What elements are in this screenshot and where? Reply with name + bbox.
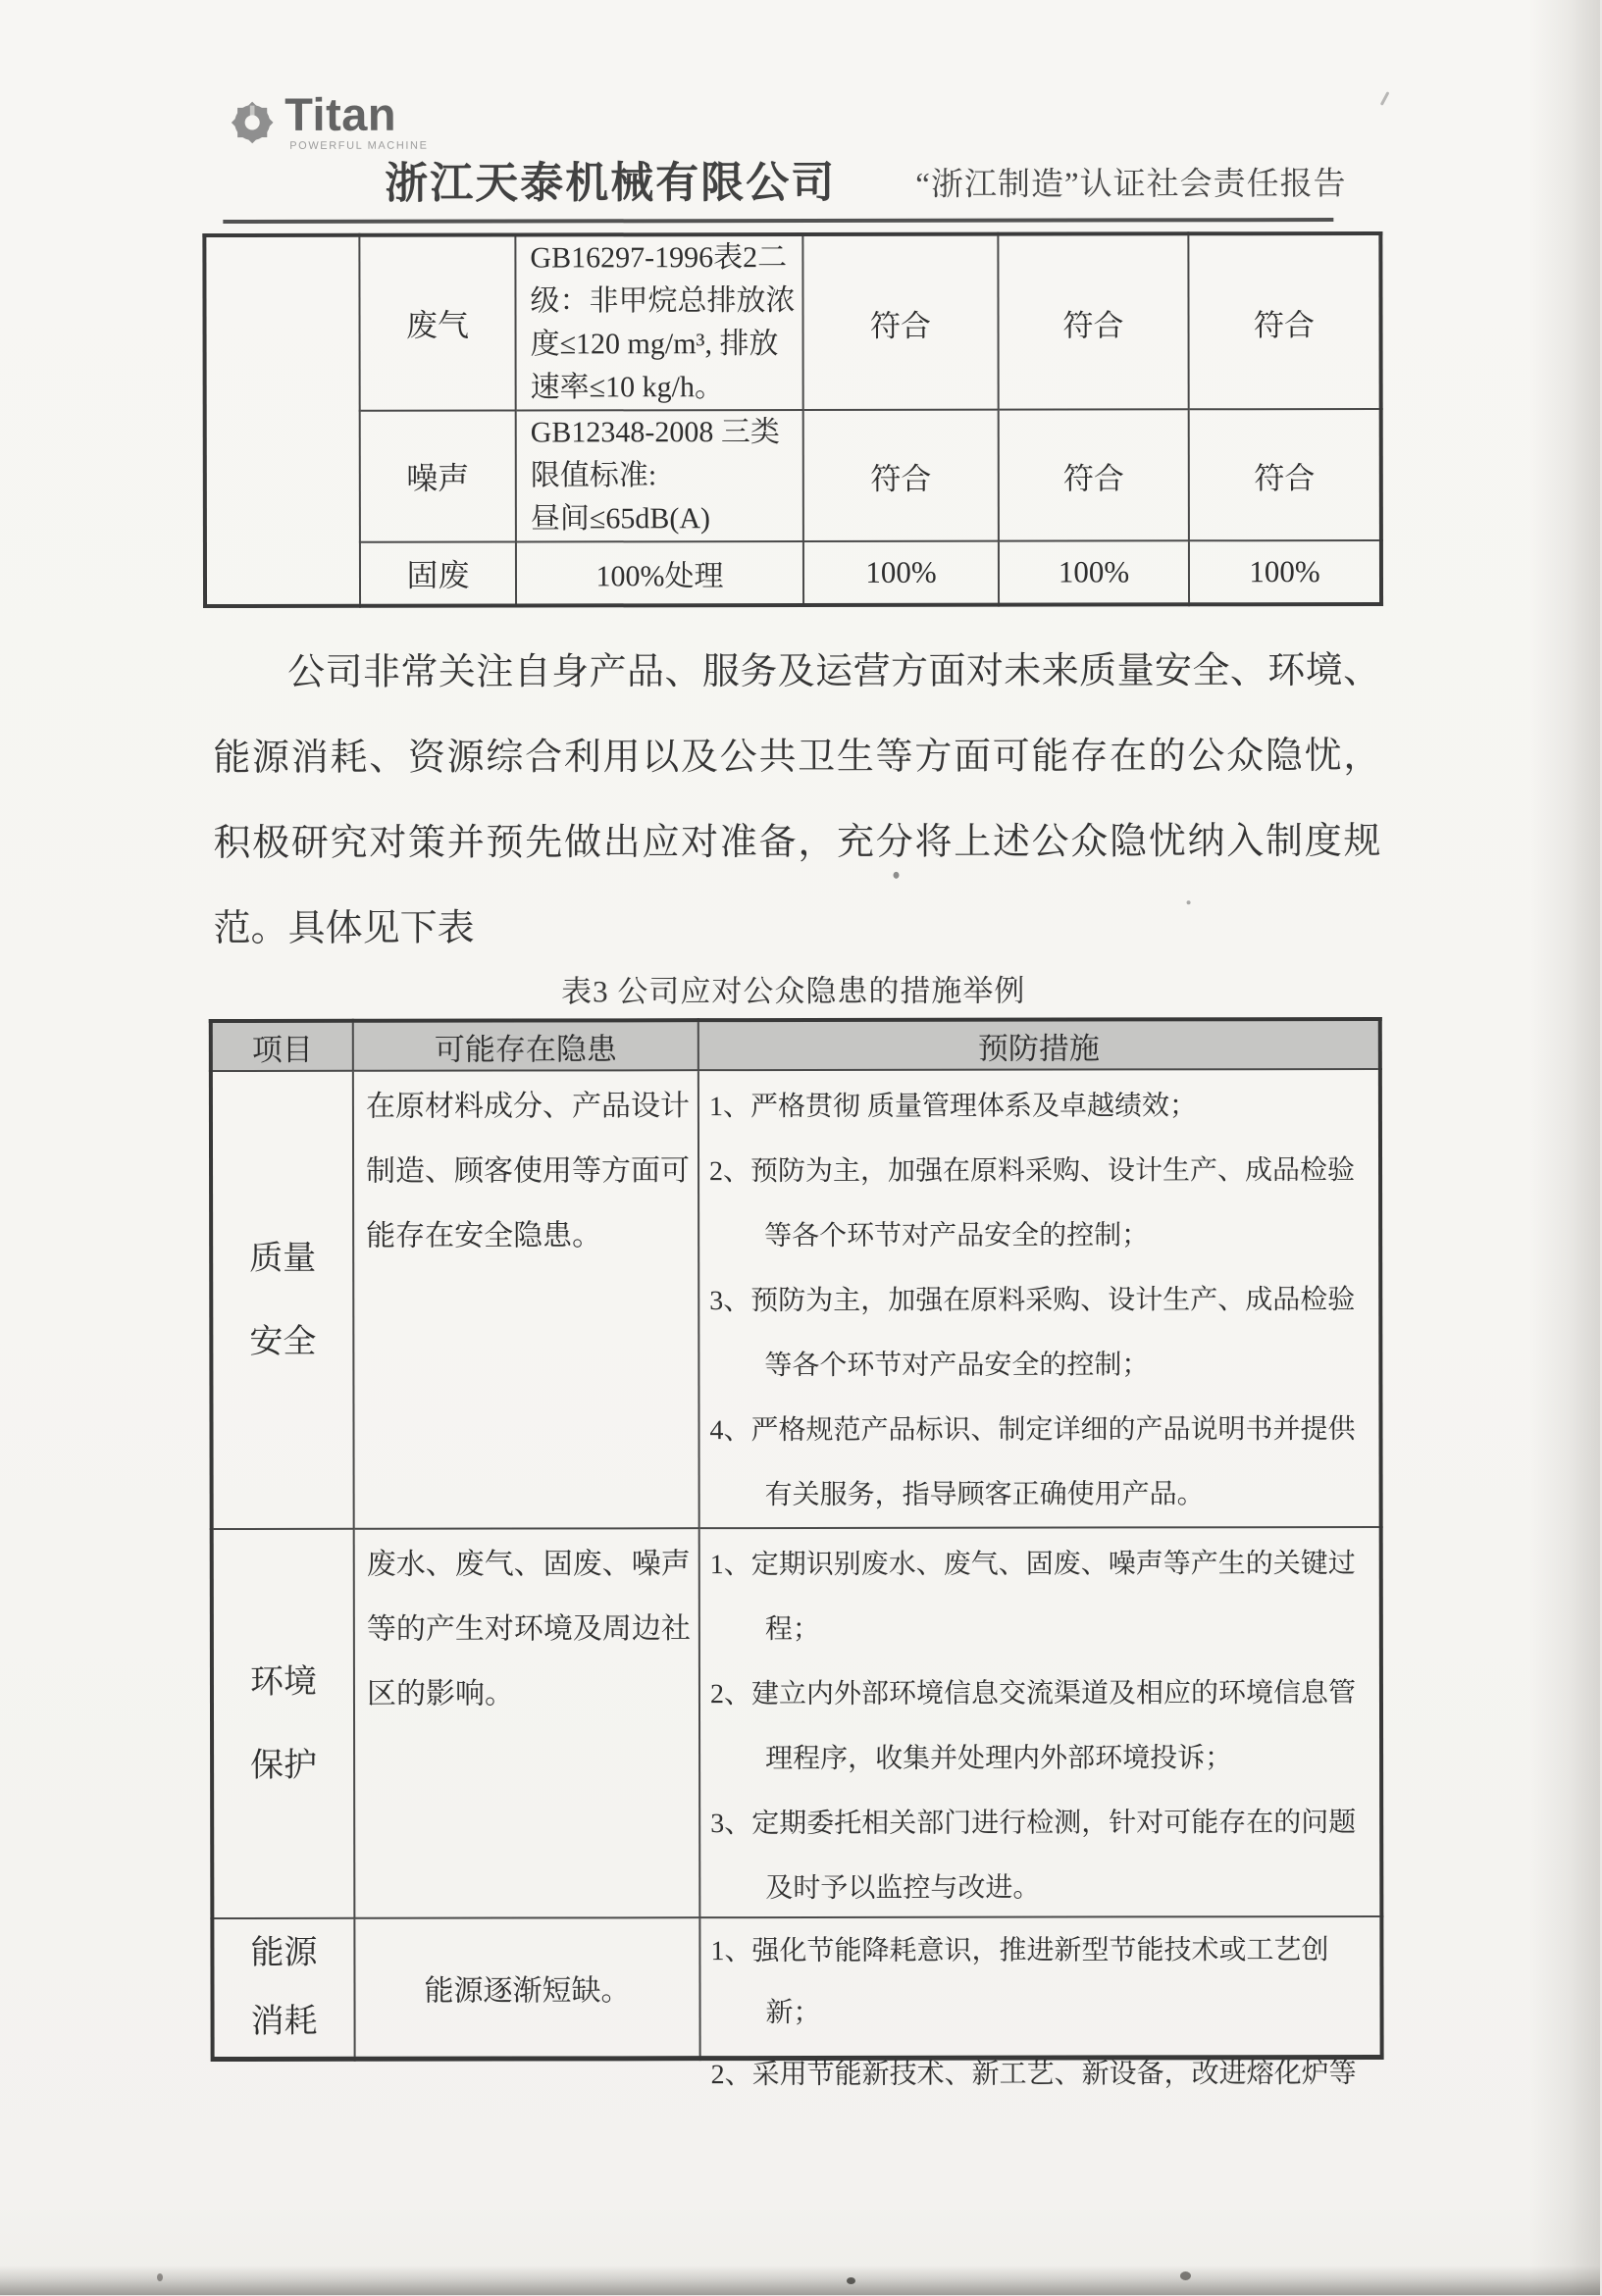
- measure-item: 1、强化节能降耗意识，推进新型节能技术或工艺创新；: [710, 1935, 1329, 2029]
- scanner-edge-right: [1529, 0, 1600, 2295]
- measure-item: 3、预防为主，加强在原料采购、设计生产、成品检验 等各个环节对产品安全的控制；: [709, 1285, 1356, 1382]
- compliance-table: [202, 231, 1383, 608]
- cell-value: 符合: [802, 234, 998, 410]
- paragraph-line: 公司非常关注自身产品、服务及运营方面对未来质量安全、环境、: [287, 649, 1381, 693]
- cell-category: 固废: [360, 542, 516, 606]
- cell-value: 符合: [998, 233, 1188, 409]
- ink-speck: [1187, 900, 1191, 904]
- cell-value: 符合: [1189, 409, 1381, 540]
- cell-item: 环境 保护: [212, 1529, 355, 1918]
- scanner-debris: [1180, 2271, 1191, 2280]
- table-row: [212, 1916, 1381, 2060]
- measure-item: 3、定期委托相关部门进行检测，针对可能存在的问题 及时予以监控与改进。: [710, 1808, 1357, 1905]
- table-row: [211, 1069, 1381, 1529]
- table-row: [205, 409, 1381, 542]
- ink-speck: [1380, 91, 1390, 106]
- header-measures: 预防措施: [698, 1019, 1380, 1070]
- cell-category: 噪声: [360, 411, 516, 542]
- table-header-row: [211, 1019, 1380, 1071]
- cell-risk: 能源逐渐短缺。: [354, 1917, 699, 2059]
- table-row: [204, 233, 1380, 411]
- measure-item: 1、严格贯彻 质量管理体系及卓越绩效；: [708, 1091, 1197, 1123]
- header-divider: [223, 218, 1333, 224]
- cell-category: 废气: [359, 235, 515, 411]
- brand-tagline: POWERFUL MACHINE: [289, 139, 429, 152]
- cell-item: 能源 消耗: [212, 1918, 354, 2060]
- measure-item: 2、建立内外部环境信息交流渠道及相应的环境信息管 理程序，收集并处理内外部环境投诉；: [709, 1678, 1357, 1775]
- cell-standard: 100%处理: [516, 541, 803, 606]
- table-row: [205, 540, 1381, 606]
- table-row: [212, 1527, 1382, 1918]
- brand-logo-text: Titan: [284, 87, 397, 140]
- cell-continuation-empty: [204, 235, 360, 606]
- cell-value: 100%: [803, 541, 999, 605]
- cell-value: 100%: [1189, 540, 1381, 604]
- cell-risk: 在原材料成分、产品设计 制造、顾客使用等方面可 能存在安全隐患。: [353, 1070, 699, 1529]
- cell-measures: [698, 1069, 1381, 1528]
- table3-caption: 表3 公司应对公众隐患的措施举例: [561, 973, 1026, 1009]
- cell-item: 质量 安全: [211, 1071, 354, 1529]
- report-title: “浙江制造”认证社会责任报告: [915, 167, 1347, 203]
- header-risk: 可能存在隐患: [353, 1020, 698, 1071]
- scanner-debris: [847, 2277, 855, 2284]
- cell-value: 符合: [803, 410, 999, 541]
- measure-item: 4、严格规范产品标识、制定详细的产品说明书并提供 有关服务，指导顾客正确使用产品。: [709, 1414, 1356, 1511]
- measure-item: 2、预防为主，加强在原料采购、设计生产、成品检验 等各个环节对产品安全的控制；: [709, 1155, 1356, 1252]
- gear-icon: [224, 93, 281, 152]
- measure-item: 2、采用节能新技术、新工艺、新设备，改进熔化炉等: [710, 2059, 1357, 2091]
- cell-standard: GB16297-1996表2二 级：非甲烷总排放浓 度≤120 mg/m³, 排放 速率≤10 kg/h。: [515, 234, 802, 411]
- cell-value: 符合: [999, 409, 1189, 540]
- cell-value: 100%: [999, 540, 1189, 604]
- cell-risk: 废水、废气、固废、噪声 等的产生对环境及周边社 区的影响。: [354, 1528, 700, 1918]
- body-paragraph: [213, 629, 1381, 972]
- paragraph-line: 能源消耗、资源综合利用以及公共卫生等方面可能存在的公众隐忧，: [213, 735, 1381, 780]
- header-item: 项目: [211, 1021, 353, 1071]
- cell-value: 符合: [1188, 233, 1380, 409]
- ink-speck: [894, 872, 900, 879]
- paragraph-line: 范。具体见下表: [213, 907, 475, 950]
- scanner-edge-bottom: [0, 2266, 1600, 2295]
- measure-item: 1、定期识别废水、废气、固废、噪声等产生的关键过 程；: [709, 1549, 1356, 1646]
- measures-table: [209, 1017, 1384, 2091]
- scanner-debris: [157, 2273, 163, 2281]
- paragraph-line: 积极研究对策并预先做出应对准备，充分将上述公众隐忧纳入制度规: [213, 820, 1381, 865]
- company-name: 浙江天泰机械有限公司: [385, 158, 837, 208]
- cell-measures: [699, 1916, 1381, 2091]
- cell-standard: GB12348-2008 三类 限值标准: 昼间≤65dB(A): [516, 410, 803, 542]
- cell-measures: [699, 1527, 1382, 1917]
